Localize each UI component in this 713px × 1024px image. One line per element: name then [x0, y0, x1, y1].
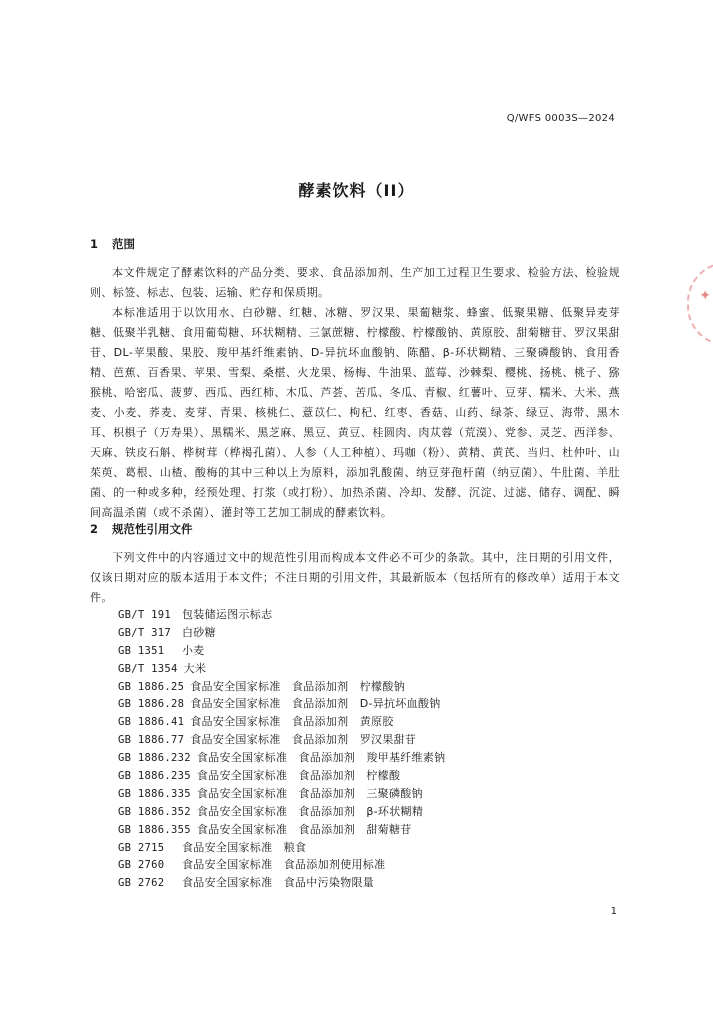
list-item: [118, 821, 445, 839]
reference-title: 食品安全国家标准 食品添加剂使用标准: [182, 858, 386, 872]
list-item: [118, 856, 445, 874]
list-item: [118, 731, 445, 749]
page-number: 1: [610, 906, 617, 917]
section-1-heading: [90, 236, 135, 252]
section-title: 范围: [112, 237, 135, 251]
list-item: [118, 785, 445, 803]
scope-paragraph-1: 本文件规定了酵素饮料的产品分类、要求、食品添加剂、生产加工过程卫生要求、检验方法、检验规则、标签、标志、包装、运输、贮存和保质期。: [90, 266, 620, 299]
references-intro-paragraph: 下列文件中的内容通过文中的规范性引用而构成本文件必不可少的条款。其中，注日期的引用文件，仅该日期对应的版本适用于本文件；不注日期的引用文件，其最新版本（包括所有的修改单）适用于本文件。: [90, 551, 620, 604]
seal-stamp-fragment: [687, 262, 713, 346]
seal-star-icon: ✦: [699, 288, 711, 304]
reference-title: 食品安全国家标准 食品添加剂 三聚磷酸钠: [196, 786, 423, 800]
list-item: [118, 874, 445, 892]
scope-paragraph-2: 本标准适用于以饮用水、白砂糖、红糖、冰糖、罗汉果、果葡糖浆、蜂蜜、低聚果糖、低聚异麦芽糖、低聚半乳糖、食用葡萄糖、环状糊精、三氯蔗糖、柠檬酸、柠檬酸钠、黄原胶、甜菊糖苷、罗汉果甜苷、DL-苹果酸、果胶、羧甲基纤维素钠、D-异抗坏血酸钠、陈醋、β-环状糊精、三聚磷酸钠、食用香精、芭蕉、百香果、苹果、雪梨、桑椹、火龙果、杨梅、牛油果、蓝莓、沙棘梨、樱桃、扬桃、桃子、猕猴桃、哈密瓜、菠萝、西瓜、西红柿、木瓜、芦荟、苦瓜、冬瓜、青椒、红薯叶、豆芽、糯米、大米、燕麦、小麦、荞麦、麦芽、青果、核桃仁、薏苡仁、枸杞、红枣、香菇、山药、绿茶、绿豆、海带、黑木耳、枳椇子（万寿果）、黑糯米、黑芝麻、黑豆、黄豆、桂圆肉、肉苁蓉（荒漠）、党参、灵芝、西洋参、天麻、铁皮石斛、桦树茸（桦褐孔菌）、人参（人工种植）、玛咖（粉）、黄精、黄芪、当归、杜仲叶、山茱萸、葛根、山楂、酸梅的其中三种以上为原料，添加乳酸菌、纳豆芽孢杆菌（纳豆菌）、牛肚菌、羊肚菌、的一种或多种，经预处理、打浆（或打粉）、加热杀菌、冷却、发酵、沉淀、过滤、储存、调配、瞬间高温杀菌（或不杀菌）、灌封等工艺加工制成的酵素饮料。: [90, 306, 620, 519]
reference-code: GB 1886.335: [118, 787, 191, 800]
list-item: [118, 713, 445, 731]
reference-title: 食品安全国家标准 食品添加剂 黄原胶: [190, 715, 394, 729]
reference-code: GB 2762: [118, 877, 165, 890]
reference-code: GB 1886.41: [118, 716, 185, 729]
list-item: [118, 695, 445, 713]
reference-code: GB 1886.352: [118, 805, 191, 818]
reference-list: [118, 606, 445, 892]
reference-title: 食品安全国家标准 食品添加剂 羧甲基纤维素钠: [196, 751, 446, 765]
reference-code: GB 1886.25: [118, 680, 185, 693]
section-number: 1: [90, 237, 99, 251]
reference-code: GB 1886.28: [118, 698, 185, 711]
section-2-heading: [90, 521, 193, 537]
reference-code: GB 1886.235: [118, 770, 191, 783]
list-item: [118, 839, 445, 857]
document-code: Q/WFS 0003S—2024: [506, 113, 615, 124]
reference-code: GB 1351: [118, 644, 165, 657]
list-item: [118, 749, 445, 767]
reference-code: GB 1886.232: [118, 752, 191, 765]
section-title: 规范性引用文件: [112, 522, 193, 536]
reference-code: GB 2760: [118, 859, 165, 872]
list-item: [118, 678, 445, 696]
reference-title: 食品安全国家标准 食品添加剂 柠檬酸钠: [190, 679, 405, 693]
reference-title: 包装储运图示标志: [182, 608, 273, 621]
section-number: 2: [90, 522, 99, 536]
reference-title: 食品安全国家标准 食品添加剂 D-异抗坏血酸钠: [190, 697, 441, 711]
list-item: [118, 803, 445, 821]
reference-title: 食品安全国家标准 食品添加剂 柠檬酸: [196, 769, 401, 783]
reference-title: 食品安全国家标准 食品添加剂 β-环状糊精: [196, 804, 424, 818]
list-item: [118, 660, 445, 678]
list-item: [118, 624, 445, 642]
reference-code: GB/T 191: [118, 609, 171, 621]
reference-title: 小麦: [182, 643, 205, 657]
reference-title: 食品安全国家标准 食品中污染物限量: [182, 876, 375, 890]
reference-title: 食品安全国家标准 食品添加剂 甜菊糖苷: [196, 822, 412, 836]
reference-title: 白砂糖: [182, 625, 216, 639]
reference-code: GB 1886.355: [118, 823, 191, 836]
reference-code: GB 1886.77: [118, 734, 185, 747]
list-item: [118, 642, 445, 660]
list-item: [118, 767, 445, 785]
list-item: [118, 606, 445, 624]
reference-title: 食品安全国家标准 食品添加剂 罗汉果甜苷: [190, 733, 417, 747]
reference-code: GB 2715: [118, 841, 165, 854]
reference-code: GB/T 1354: [118, 662, 178, 675]
reference-title: 食品安全国家标准 粮食: [182, 840, 307, 854]
reference-title: 大米: [183, 661, 207, 675]
document-title: 酵素饮料（II）: [298, 181, 415, 200]
reference-code: GB/T 317: [118, 626, 171, 639]
